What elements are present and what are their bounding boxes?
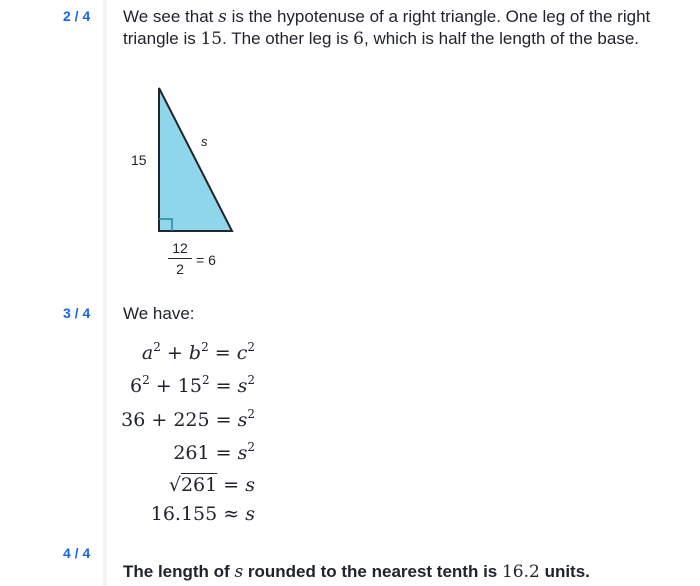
final-var-s: s <box>234 562 244 582</box>
vertical-leg-label: 15 <box>131 152 147 168</box>
equation-row-5: √261 = s <box>168 474 255 496</box>
step-2-text-a: We see that <box>123 7 219 26</box>
base-fraction <box>168 240 192 277</box>
step-3-intro: We have: <box>123 304 195 323</box>
fraction-bar <box>168 258 192 259</box>
step-2-text-d: , which is half the length of the base. <box>364 29 640 48</box>
equation-row-4: $261 = s^2$ <box>173 440 255 464</box>
leg-6: 6 <box>353 29 364 49</box>
step-number-4: 4 / 4 <box>63 545 91 561</box>
final-answer <box>123 561 663 583</box>
final-text-c: units. <box>539 562 590 581</box>
step-2-text-b: is the hypotenuse of a right triangle. One leg of the right triangle is <box>123 7 651 48</box>
final-text-b: rounded to the nearest tenth is <box>243 562 502 581</box>
step-2-text <box>123 6 663 50</box>
step-number-2: 2 / 4 <box>63 8 91 24</box>
equation-row-3: $36 + 225 = s^2$ <box>121 407 255 431</box>
step-divider <box>103 0 107 586</box>
right-triangle-figure <box>150 80 245 240</box>
base-result: = 6 <box>196 252 216 268</box>
hypotenuse-label: s <box>201 134 208 149</box>
leg-15: 15 <box>200 29 223 49</box>
equation-row-1: $a^2 + b^2 = c^2$ <box>141 340 255 364</box>
step-number-3: 3 / 4 <box>63 305 91 321</box>
fraction-denominator: 2 <box>176 261 184 277</box>
fraction-numerator: 12 <box>172 240 188 256</box>
final-value: 16.2 <box>501 562 540 582</box>
equation-row-6: 16.155 ≈ s <box>150 503 255 525</box>
equation-row-2: $6^2 + 15^2 = s^2$ <box>130 373 255 397</box>
triangle-shape <box>159 88 232 231</box>
var-s: s <box>218 7 227 27</box>
final-text-a: The length of <box>123 562 235 581</box>
step-2-text-c: . The other leg is <box>222 29 354 48</box>
